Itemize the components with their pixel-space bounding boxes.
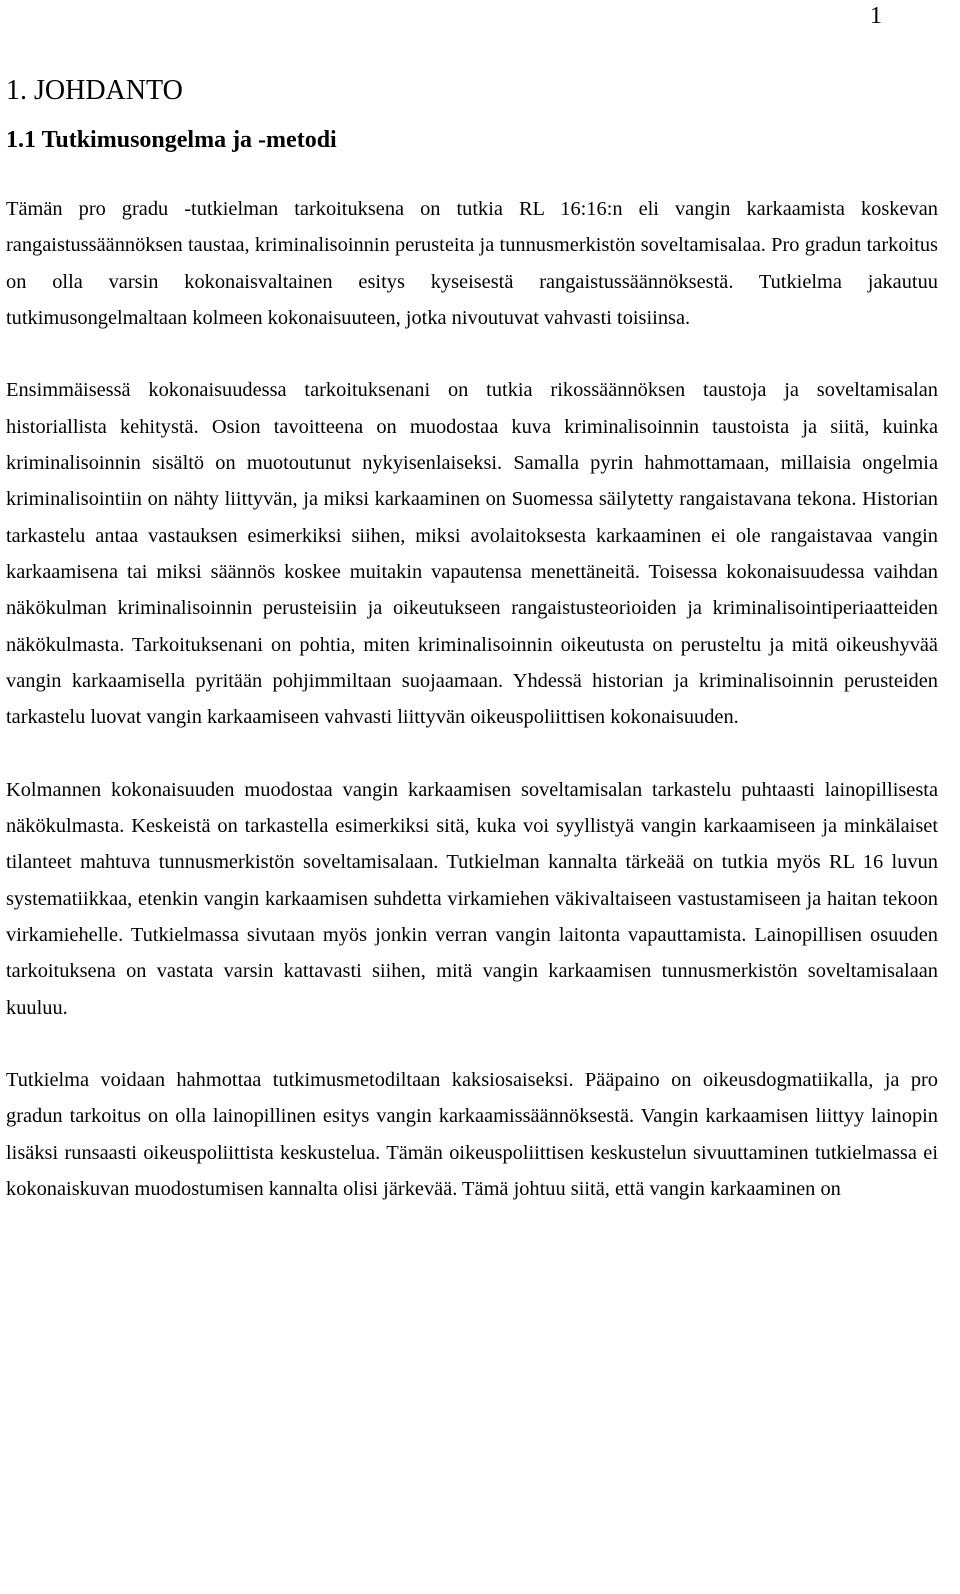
paragraph-4: Tutkielma voidaan hahmottaa tutkimusmetodiltaan kaksiosaiseksi. Pääpaino on oikeusdogmatiikalla, ja pro gradun tarkoitus on olla lainopillinen esitys vangin karkaamissäännöksestä. Vangin karkaamisen liittyy lainopin lisäksi runsaasti oikeuspoliittista keskustelua. Tämän oikeuspoliittisen keskustelun sivuuttaminen tutkielmassa ei kokonaiskuvan muodostumisen kannalta olisi järkevää. Tämä johtuu siitä, että vangin karkaaminen on xyxy=(6,1069,938,1201)
paragraph-3: Kolmannen kokonaisuuden muodostaa vangin karkaamisen soveltamisalan tarkastelu puhtaasti lainopillisesta näkökulmasta. Keskeistä on tarkastella esimerkiksi sitä, kuka voi syyllistyä vangin karkaamiseen ja minkälaiset tilanteet mahtuva tunnusmerkistön soveltamisalaan. Tutkielman kannalta tärkeää on tutkia myös RL 16 luvun systematiikkaa, etenkin vangin karkaamisen suhdetta virkamiehen väkivaltaiseen vastustamiseen ja haitan tekoon virkamiehelle. Tutkielmassa sivutaan myös jonkin verran vangin laitonta vapauttamista. Lainopillisen osuuden tarkoituksena on vastata varsin kattavasti siihen, mitä vangin karkaamisen tunnusmerkistön soveltamisalaan kuuluu. xyxy=(6,778,938,1019)
section-heading: 1.1 Tutkimusongelma ja -metodi xyxy=(6,127,337,153)
page-number: 1 xyxy=(870,3,882,29)
paragraph-1: Tämän pro gradu -tutkielman tarkoituksena on tutkia RL 16:16:n eli vangin karkaamista koskevan rangaistussäännöksen taustaa, kriminalisoinnin perusteita ja tunnusmerkistön soveltamisalaa. Pro gradun tarkoitus on olla varsin kokonaisvaltainen esitys kyseisestä rangaistussäännöksestä. Tutkielma jakautuu tutkimusongelmaltaan kolmeen kokonaisuuteen, jotka nivoutuvat vahvasti toisiinsa. xyxy=(6,198,938,329)
paragraph-2: Ensimmäisessä kokonaisuudessa tarkoituksenani on tutkia rikossäännöksen taustoja ja soveltamisalan historiallista kehitystä. Osion tavoitteena on muodostaa kuva kriminalisoinnin taustoista ja siitä, kuinka kriminalisoinnin sisältö on muotoutunut nykyisenlaiseksi. Samalla pyrin hahmottamaan, millaisia ongelmia kriminalisointiin on nähty liittyvän, ja miksi karkaaminen on Suomessa säilytetty rangaistavana tekona. Historian tarkastelu antaa vastauksen esimerkiksi siihen, miksi avolaitoksesta karkaaminen ei ole rangaistavaa vangin karkaamisena tai miksi säännös koskee muitakin vapautensa menettäneitä. Toisessa kokonaisuudessa vaihdan näkökulman kriminalisoinnin perusteisiin ja oikeutukseen rangaistusteorioiden ja kriminalisointiperiaatteiden näkökulmasta. Tarkoituksenani on pohtia, miten kriminalisoinnin oikeutusta on perusteltu ja mitä oikeushyvää vangin karkaamisella pyritään pohjimmiltaan suojaamaan. Yhdessä historian ja kriminalisoinnin perusteiden tarkastelu luovat vangin karkaamiseen vahvasti liittyvän oikeuspoliittisen kokonaisuuden. xyxy=(6,379,938,729)
body-text xyxy=(6,191,938,1207)
chapter-heading: 1. JOHDANTO xyxy=(6,75,183,106)
